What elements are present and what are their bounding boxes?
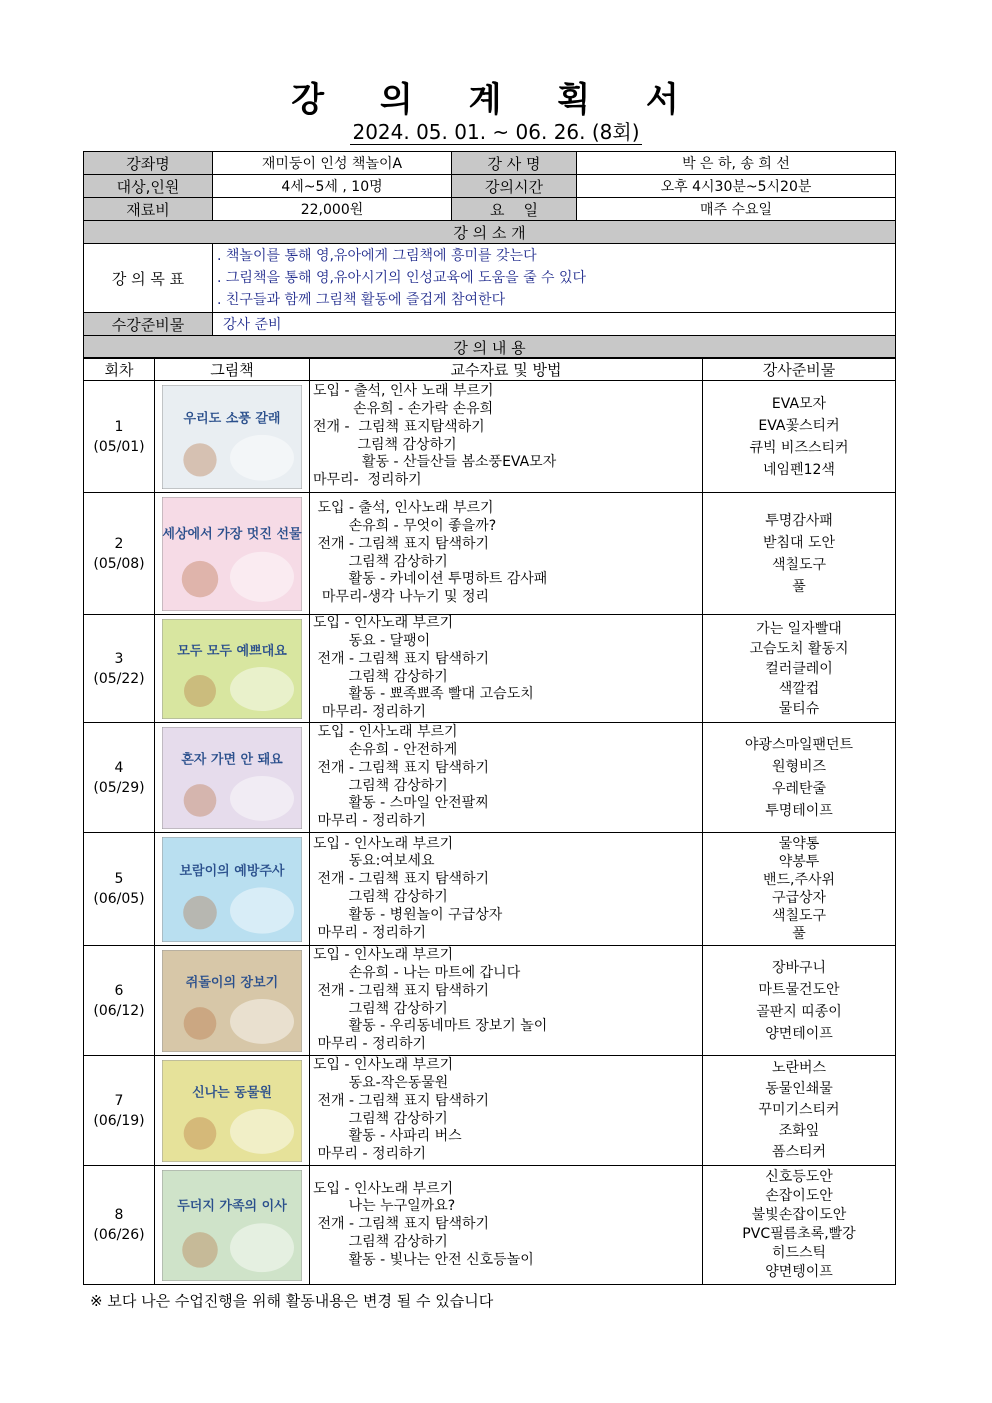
session-number-cell [84, 1056, 155, 1166]
session-date: (05/29) [93, 779, 145, 796]
session-number-cell [84, 833, 155, 946]
method-line: 손유희 - 무엇이 좋을까? [313, 517, 497, 534]
method-line: 마무리-생각 나누기 및 정리 [313, 589, 490, 606]
col-book: 그림책 [155, 358, 310, 381]
session-date: (06/12) [93, 1002, 145, 1019]
material-item: 조화잎 [778, 1123, 820, 1139]
material-item: 신호등도안 [765, 1169, 833, 1185]
material-item: EVA모자 [771, 395, 827, 412]
method-line: 활동 - 산들산들 봄소풍EVA모자 [313, 454, 557, 471]
book-cover-cell [155, 946, 310, 1056]
material-item: 우레탄줄 [771, 780, 827, 797]
material-item: 손잡이도안 [765, 1188, 833, 1204]
book-title: 세상에서 가장 멋진 선물 [162, 526, 302, 542]
material-item: 물약통 [778, 836, 820, 852]
material-item: 불빛손잡이도안 [751, 1207, 847, 1223]
book-title: 두더지 가족의 이사 [177, 1198, 287, 1214]
target-value: 4세~5세 , 10명 [213, 175, 452, 198]
day-label: 요 일 [452, 198, 577, 221]
method-line: 그림책 감상하기 [313, 1000, 448, 1017]
method-line: 그림책 감상하기 [313, 777, 448, 794]
method-line: 도입 - 인사노래 부르기 [313, 835, 454, 852]
book-title: 우리도 소풍 갈래 [183, 410, 281, 426]
session-row [84, 1166, 896, 1285]
method-line: 전개 - 그림책 표지 탐색하기 [313, 1216, 490, 1233]
method-line: 전개 - 그림책 표지 탐색하기 [313, 1092, 490, 1109]
materials-cell [703, 493, 896, 615]
session-date: (06/19) [93, 1112, 145, 1129]
material-fee-label: 재료비 [84, 198, 213, 221]
material-item: 폼스티커 [771, 1144, 827, 1160]
method-line: 마무리- 정리하기 [313, 704, 427, 721]
course-info-table [83, 151, 896, 359]
method-line: 그림책 감상하기 [313, 1233, 448, 1250]
method-line: 도입 - 출석, 인사노래 부르기 [313, 500, 494, 517]
book-cover-image [162, 1060, 302, 1162]
material-item: 물티슈 [778, 700, 820, 717]
session-number-cell [84, 381, 155, 493]
material-item: 색깔컵 [778, 680, 820, 697]
book-cover-cell [155, 833, 310, 946]
method-line: 동요-작은동물원 [313, 1074, 449, 1091]
method-line: 동요 - 달팽이 [313, 632, 431, 649]
material-item: 골판지 띠종이 [756, 1003, 842, 1020]
book-title: 보람이의 예방주사 [179, 863, 285, 879]
document-title: 강 의 계 획 서 [291, 80, 701, 120]
method-line: 활동 - 빛나는 안전 신호등놀이 [313, 1251, 534, 1268]
material-item: EVA꽃스티커 [758, 417, 840, 434]
material-item: PVC필름초록,빨강 [742, 1226, 856, 1242]
material-item: 투명테이프 [765, 802, 833, 819]
session-row [84, 615, 896, 723]
class-time-label: 강의시간 [452, 175, 577, 198]
class-time-value: 오후 4시30분~5시20분 [577, 175, 896, 198]
session-date: (05/08) [93, 555, 145, 572]
method-line: 마무리 - 정리하기 [313, 1146, 427, 1163]
method-line: 전개 - 그림책 표지 탐색하기 [313, 759, 490, 776]
material-item: 색칠도구 [771, 908, 827, 924]
material-item: 고슴도치 활동지 [749, 640, 849, 657]
col-materials: 강사준비물 [703, 358, 896, 381]
goal-item: . 친구들과 함께 그림책 활동에 즐겁게 참여한다 [217, 292, 506, 308]
material-item: 풀 [792, 926, 806, 942]
material-item: 양면테이프 [765, 1025, 833, 1042]
session-number-cell [84, 723, 155, 833]
book-cover-cell [155, 1166, 310, 1285]
method-line: 마무리- 정리하기 [313, 472, 422, 489]
method-line: 그림책 감상하기 [313, 889, 448, 905]
method-line: 그림책 감상하기 [313, 436, 457, 453]
method-line: 활동 - 카네이션 투명하트 감사패 [313, 571, 548, 588]
method-cell [310, 723, 703, 833]
method-line: 마무리 - 정리하기 [313, 924, 427, 941]
method-cell [310, 493, 703, 615]
book-cover-image [162, 619, 302, 719]
session-number: 2 [114, 535, 124, 552]
schedule-table [83, 357, 896, 1285]
method-line: 전개 - 그림책 표지 탐색하기 [313, 535, 490, 552]
book-cover-cell [155, 615, 310, 723]
session-row [84, 381, 896, 493]
materials-cell [703, 1056, 896, 1166]
book-cover-image [162, 950, 302, 1052]
material-fee-value: 22,000원 [213, 198, 452, 221]
material-item: 양면텡이프 [765, 1264, 833, 1280]
method-line: 그림책 감상하기 [313, 553, 448, 570]
day-value: 매주 수요일 [577, 198, 896, 221]
session-number: 6 [114, 982, 124, 999]
method-line: 동요:여보세요 [313, 853, 435, 870]
material-item: 큐빅 비즈스티커 [749, 439, 849, 456]
session-number-cell [84, 946, 155, 1056]
instructor-value: 박 은 하, 송 희 선 [577, 152, 896, 175]
book-cover-cell [155, 493, 310, 615]
session-number: 4 [114, 759, 124, 776]
material-item: 네임펜12색 [763, 461, 835, 478]
material-item: 받침대 도안 [762, 534, 836, 551]
session-row [84, 723, 896, 833]
method-cell [310, 381, 703, 493]
material-item: 투명감사패 [765, 512, 833, 529]
material-item: 컬러클레이 [765, 660, 833, 677]
goal-list [213, 244, 896, 313]
method-line: 활동 - 우리동네마트 장보기 놀이 [313, 1018, 548, 1035]
material-item: 마트물건도안 [758, 981, 840, 998]
method-cell [310, 833, 703, 946]
book-cover-image [162, 385, 302, 489]
intro-heading: 강 의 소 개 [84, 221, 896, 244]
material-item: 장바구니 [771, 959, 827, 976]
material-item: 색칠도구 [771, 556, 827, 573]
session-number-cell [84, 493, 155, 615]
session-row [84, 1056, 896, 1166]
book-cover-cell [155, 723, 310, 833]
materials-cell [703, 946, 896, 1056]
materials-cell [703, 1166, 896, 1285]
session-number-cell [84, 1166, 155, 1285]
material-item: 약봉투 [778, 854, 820, 870]
method-line: 마무리 - 정리하기 [313, 813, 427, 830]
instructor-label: 강 사 명 [452, 152, 577, 175]
session-date: (06/26) [93, 1227, 145, 1243]
content-heading: 강 의 내 용 [84, 336, 896, 359]
session-number: 1 [114, 418, 124, 435]
session-row [84, 833, 896, 946]
material-item: 동물인쇄물 [765, 1081, 833, 1097]
method-line: 도입 - 인사노래 부르기 [313, 724, 458, 741]
book-cover-image [162, 1170, 302, 1281]
method-line: 활동 - 스마일 안전팔찌 [313, 795, 489, 812]
material-item: 노란버스 [771, 1060, 827, 1076]
method-line: 도입 - 인사노래 부르기 [313, 615, 454, 632]
session-row [84, 946, 896, 1056]
material-item: 꾸미기스티커 [758, 1102, 840, 1118]
book-cover-image [162, 837, 302, 942]
prep-label: 수강준비물 [84, 313, 213, 336]
material-item: 야광스마일팬던트 [744, 736, 854, 753]
course-period: 2024. 05. 01. ~ 06. 26. (8회) [352, 120, 640, 144]
method-line: 전개 - 그림책 표지 탐색하기 [313, 982, 490, 999]
session-number: 3 [114, 650, 124, 667]
method-line: 도입 - 인사노래 부르기 [313, 1180, 454, 1197]
method-cell [310, 946, 703, 1056]
method-line: 전개 - 그림책 표지 탐색하기 [313, 650, 490, 667]
book-title: 쥐돌이의 장보기 [185, 975, 279, 991]
material-item: 가는 일자빨대 [756, 620, 842, 637]
method-line: 전개 - 그림책 표지탐색하기 [313, 418, 485, 435]
materials-cell [703, 723, 896, 833]
method-line: 그림책 감상하기 [313, 668, 448, 685]
method-line: 손유희 - 나는 마트에 갑니다 [313, 964, 521, 981]
col-method: 교수자료 및 방법 [310, 358, 703, 381]
method-line: 손유희 - 손가락 손유희 [313, 400, 494, 417]
footnote: ※ 보다 나은 수업진행을 위해 활동내용은 변경 될 수 있습니다 [90, 1292, 494, 1310]
method-cell [310, 1166, 703, 1285]
materials-cell [703, 615, 896, 723]
method-line: 마무리 - 정리하기 [313, 1036, 427, 1053]
course-name-label: 강좌명 [84, 152, 213, 175]
session-number: 8 [114, 1207, 124, 1223]
goal-item: . 그림책을 통해 영,유아시기의 인성교육에 도움을 줄 수 있다 [217, 270, 587, 286]
method-line: 나는 누구일까요? [313, 1198, 456, 1215]
session-row [84, 493, 896, 615]
book-cover-image [162, 727, 302, 829]
method-line: 도입 - 인사노래 부르기 [313, 1057, 454, 1074]
session-number: 7 [114, 1092, 124, 1109]
material-item: 밴드,주사위 [762, 872, 836, 888]
materials-cell [703, 381, 896, 493]
method-line: 전개 - 그림책 표지 탐색하기 [313, 871, 490, 888]
session-number-cell [84, 615, 155, 723]
col-session: 회차 [84, 358, 155, 381]
method-line: 도입 - 인사노래 부르기 [313, 947, 454, 964]
materials-cell [703, 833, 896, 946]
material-item: 히드스틱 [771, 1245, 827, 1261]
method-line: 도입 - 출석, 인사 노래 부르기 [313, 383, 494, 400]
goal-label: 강 의 목 표 [84, 244, 213, 313]
prep-value: 강사 준비 [213, 313, 896, 336]
target-label: 대상,인원 [84, 175, 213, 198]
material-item: 풀 [792, 578, 806, 595]
material-item: 원형비즈 [771, 758, 827, 775]
method-line: 활동 - 뾰족뾰족 빨대 고슴도치 [313, 686, 534, 703]
session-date: (05/22) [93, 670, 145, 687]
method-cell [310, 615, 703, 723]
method-cell [310, 1056, 703, 1166]
method-line: 활동 - 사파리 버스 [313, 1128, 462, 1145]
material-item: 구급상자 [771, 890, 827, 906]
session-date: (06/05) [93, 891, 145, 907]
book-title: 모두 모두 예쁘대요 [177, 643, 287, 659]
book-cover-cell [155, 1056, 310, 1166]
book-title: 신나는 동물원 [192, 1085, 272, 1101]
session-date: (05/01) [93, 438, 145, 455]
book-cover-cell [155, 381, 310, 493]
session-number: 5 [114, 871, 124, 887]
course-name-value: 재미둥이 인성 책놀이A [213, 152, 452, 175]
book-cover-image [162, 497, 302, 611]
method-line: 손유희 - 안전하게 [313, 741, 458, 758]
goal-item: . 책놀이를 통해 영,유아에게 그림책에 흥미를 갖는다 [217, 248, 537, 264]
book-title: 혼자 가면 안 돼요 [181, 752, 283, 768]
method-line: 그림책 감상하기 [313, 1110, 448, 1127]
method-line: 활동 - 병원놀이 구급상자 [313, 906, 503, 923]
